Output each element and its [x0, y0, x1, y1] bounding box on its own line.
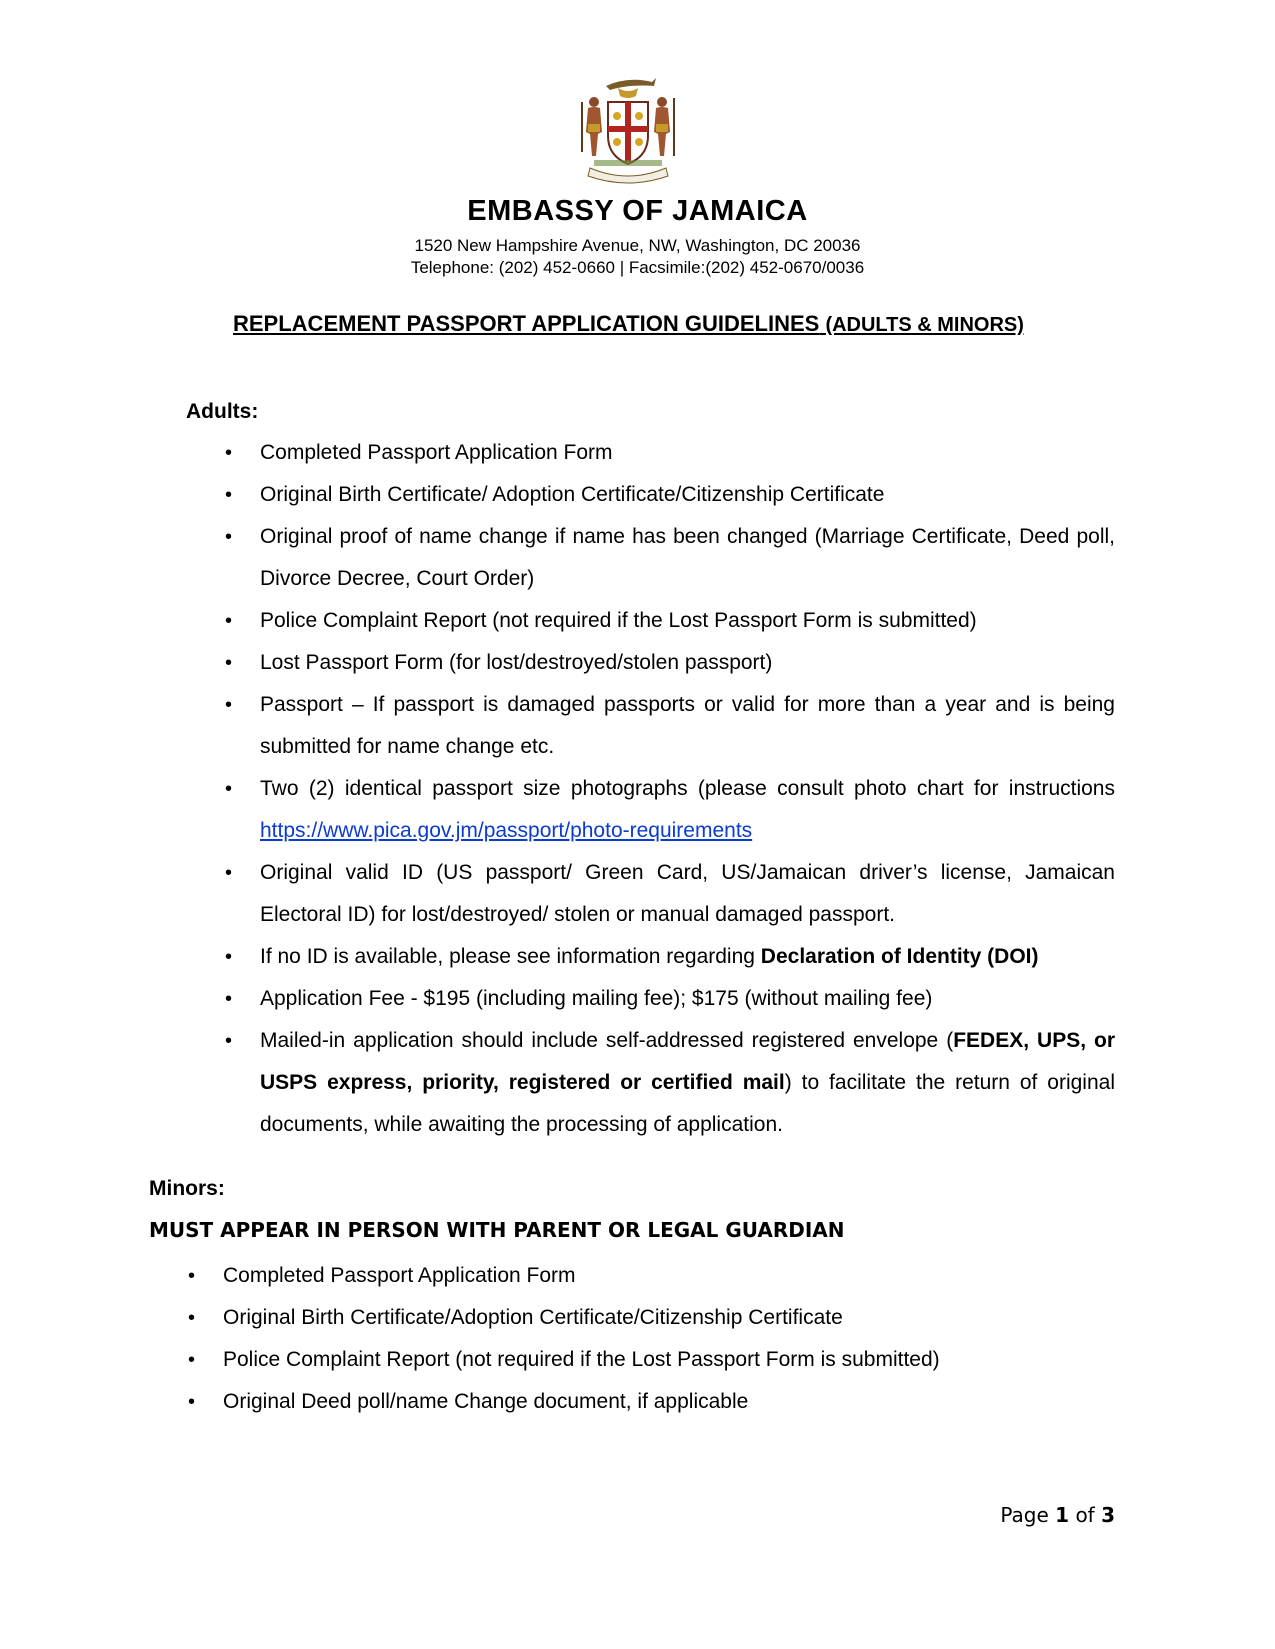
- list-item: • Police Complaint Report (not required if the Lost Passport Form is submitted): [223, 1339, 1078, 1381]
- bullet-icon: •: [225, 652, 233, 674]
- doi-bold-text: Declaration of Identity (DOI): [760, 945, 1039, 968]
- bullet-icon: •: [225, 484, 233, 506]
- embassy-address: 1520 New Hampshire Avenue, NW, Washington, DC 20036: [414, 236, 861, 255]
- bullet-icon: •: [225, 1030, 233, 1052]
- bullet-icon: •: [225, 778, 233, 800]
- list-item: • Completed Passport Application Form: [260, 432, 1115, 474]
- heading-main: REPLACEMENT PASSPORT APPLICATION GUIDELINES: [233, 311, 820, 336]
- list-item: • Application Fee - $195 (including mailing fee); $175 (without mailing fee): [260, 978, 1115, 1020]
- list-item: • Original Birth Certificate/Adoption Certificate/Citizenship Certificate: [223, 1297, 1078, 1339]
- bullet-icon: •: [188, 1391, 196, 1413]
- list-item: • Original proof of name change if name has been changed (Marriage Certificate, Deed poll, Divorce Decree, Court Order): [260, 516, 1115, 600]
- minors-appearance-note: MUST APPEAR IN PERSON WITH PARENT OR LEGAL GUARDIAN: [149, 1218, 845, 1242]
- list-item: • Lost Passport Form (for lost/destroyed/stolen passport): [260, 642, 1115, 684]
- embassy-contact: Telephone: (202) 452-0660 | Facsimile:(202) 452-0670/0036: [410, 258, 865, 277]
- bullet-icon: •: [225, 862, 233, 884]
- bullet-icon: •: [188, 1265, 196, 1287]
- bullet-icon: •: [225, 442, 233, 464]
- embassy-title: EMBASSY OF JAMAICA: [467, 195, 808, 227]
- jamaica-coat-of-arms-icon: [570, 72, 686, 188]
- bullet-icon: •: [225, 526, 233, 548]
- list-item: • Original valid ID (US passport/ Green Card, US/Jamaican driver’s license, Jamaican Electoral ID) for lost/destroyed/ stolen or manual damaged passport.: [260, 852, 1115, 936]
- document-heading: [233, 311, 1024, 337]
- list-item: • Completed Passport Application Form: [223, 1255, 1078, 1297]
- list-item: • Police Complaint Report (not required if the Lost Passport Form is submitted): [260, 600, 1115, 642]
- list-item: • Two (2) identical passport size photographs (please consult photo chart for instructions https://www.pica.gov.jm/passport/photo-requirements: [260, 768, 1115, 852]
- adults-label: Adults:: [186, 400, 259, 423]
- list-item: • Original Birth Certificate/ Adoption Certificate/Citizenship Certificate: [260, 474, 1115, 516]
- mail-carriers-bold-text: FEDEX, UPS, or USPS express, priority, registered or certified mail: [260, 1029, 1116, 1094]
- bullet-icon: •: [225, 610, 233, 632]
- bullet-icon: •: [188, 1349, 196, 1371]
- heading-sub: (ADULTS & MINORS): [825, 314, 1024, 336]
- list-item: • Mailed-in application should include self-addressed registered envelope (FEDEX, UPS, or USPS express, priority, registered or certified mail) to facilitate the return of original documents, while awaiting the processing of application.: [260, 1020, 1115, 1146]
- list-item: • Original Deed poll/name Change document, if applicable: [223, 1381, 1078, 1423]
- minors-requirements-list: [188, 1255, 1078, 1423]
- bullet-icon: •: [225, 694, 233, 716]
- list-item: • If no ID is available, please see information regarding Declaration of Identity (DOI): [260, 936, 1115, 978]
- minors-label: Minors:: [149, 1177, 225, 1200]
- page-number: Page 1 of 3: [1000, 1503, 1115, 1527]
- photo-requirements-link[interactable]: https://www.pica.gov.jm/passport/photo-requirements: [260, 819, 753, 842]
- bullet-icon: •: [225, 988, 233, 1010]
- bullet-icon: •: [225, 946, 233, 968]
- bullet-icon: •: [188, 1307, 196, 1329]
- adults-requirements-list: [225, 432, 1116, 1146]
- list-item: • Passport – If passport is damaged passports or valid for more than a year and is being submitted for name change etc.: [260, 684, 1115, 768]
